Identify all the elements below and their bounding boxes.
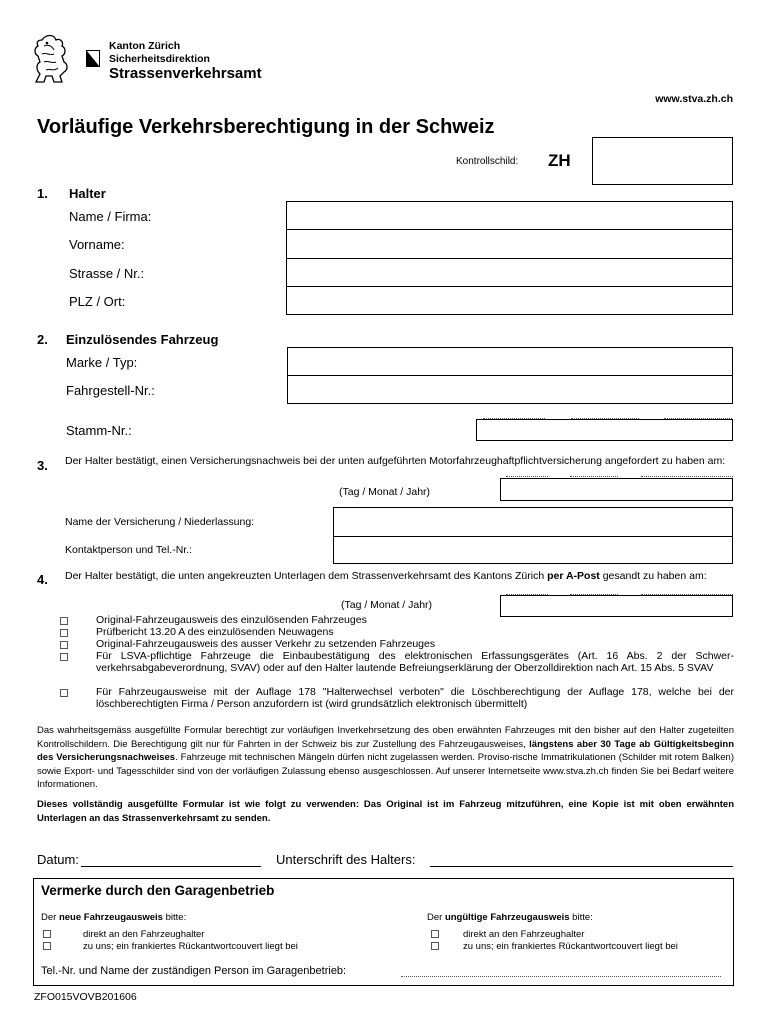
- s3-date-guide-1: [506, 476, 548, 477]
- new-permit-garage-label: zu uns; ein frankiertes Rückantwortcouvert liegt bei: [83, 941, 298, 952]
- document-item-3: Original-Fahrzeugausweis des ausser Verkehr zu setzenden Fahrzeuges: [96, 638, 436, 650]
- garage-right-question: Der ungültige Fahrzeugausweis bitte:: [427, 912, 593, 923]
- section4-date-hint: (Tag / Monat / Jahr): [341, 599, 433, 611]
- invalid-permit-direct-checkbox[interactable]: [431, 930, 439, 938]
- canton-coat-of-arms-logo: [32, 32, 72, 84]
- section3-number: 3.: [37, 458, 48, 473]
- vehicle-make-label: Marke / Typ:: [66, 355, 138, 370]
- holder-street-label: Strasse / Nr.:: [69, 266, 145, 281]
- holder-firstname-field[interactable]: [286, 229, 733, 259]
- section4-text: Der Halter bestätigt, die unten angekreuzten Unterlagen dem Strassenverkehrsamt des Kantons Zürich per A-Post gesandt zu haben am:: [65, 570, 707, 582]
- garage-contact-label: Tel.-Nr. und Name der zuständigen Person im Garagenbetrieb:: [41, 965, 347, 977]
- invalid-permit-garage-label: zu uns; ein frankiertes Rückantwortcouvert liegt bei: [463, 941, 678, 952]
- s3-date-sep-1: [506, 500, 548, 501]
- form-code: ZFO015VOVB201606: [34, 991, 137, 1003]
- section1-number: 1.: [37, 186, 48, 201]
- signature-label: Unterschrift des Halters:: [276, 852, 416, 867]
- document-checkbox-2[interactable]: [60, 629, 68, 637]
- website-link[interactable]: www.stva.zh.ch: [655, 93, 733, 105]
- document-item-2: Prüfbericht 13.20 A des einzulösenden Neuwagens: [96, 626, 334, 638]
- section1-heading: Halter: [69, 186, 106, 201]
- document-item-4: Für LSVA-pflichtige Fahrzeuge die Einbaubestätigung des elektronischen Erfassungsgerätes (Art. 16 Abs. 2 der Schwer-verkehrsabgabeverordnung, SVAV) oder auf den Halter lautende Befreiungserklärung der Oberzolldirektion nach Art. 15 Abs. 5 SVAV: [96, 650, 734, 675]
- section2-number: 2.: [37, 332, 48, 347]
- document-checkbox-5[interactable]: [60, 689, 68, 697]
- invalid-permit-direct-label: direkt an den Fahrzeughalter: [463, 929, 585, 940]
- garage-contact-line[interactable]: [401, 976, 721, 977]
- document-checkbox-1[interactable]: [60, 617, 68, 625]
- stamm-nr-field[interactable]: [476, 419, 733, 441]
- vehicle-chassis-field[interactable]: [287, 375, 733, 404]
- insurance-request-date-field[interactable]: [500, 478, 733, 501]
- holder-zip-city-label: PLZ / Ort:: [69, 294, 126, 309]
- stamm-sep-3: [664, 440, 732, 441]
- contact-label: Kontaktperson und Tel.-Nr.:: [65, 544, 193, 556]
- date-label: Datum:: [37, 852, 79, 867]
- vehicle-chassis-label: Fahrgestell-Nr.:: [66, 383, 155, 398]
- document-item-1: Original-Fahrzeugausweis des einzulösenden Fahrzeuges: [96, 614, 367, 626]
- section4-number: 4.: [37, 572, 48, 587]
- s3-date-guide-3: [641, 476, 733, 477]
- section2-heading: Einzulösendes Fahrzeug: [66, 332, 219, 347]
- vehicle-stamm-label: Stamm-Nr.:: [66, 423, 132, 438]
- stamm-sep-2: [572, 440, 640, 441]
- document-item-5: Für Fahrzeugausweise mit der Auflage 178 "Halterwechsel verboten" die Löschberechtigung der Auflage 178, welche bei der löschberechtigten Firma / Person anzufordern ist (wird grundsätzlich elektronisch übermittelt): [96, 686, 734, 711]
- holder-street-field[interactable]: [286, 258, 733, 287]
- insurer-label: Name der Versicherung / Niederlassung:: [65, 516, 255, 528]
- garage-heading: Vermerke durch den Garagenbetrieb: [41, 883, 275, 898]
- contact-field[interactable]: [333, 536, 733, 564]
- s3-date-guide-2: [570, 476, 618, 477]
- vehicle-make-field[interactable]: [287, 347, 733, 376]
- holder-firstname-label: Vorname:: [69, 237, 125, 252]
- new-permit-direct-checkbox[interactable]: [43, 930, 51, 938]
- invalid-permit-garage-checkbox[interactable]: [431, 942, 439, 950]
- section3-text: Der Halter bestätigt, einen Versicherungsnachweis bei der unten aufgeführten Motorfahrzeughaftpflichtversicherung angefordert zu haben am:: [65, 455, 726, 467]
- s3-date-sep-2: [570, 500, 618, 501]
- document-checkbox-4[interactable]: [60, 653, 68, 661]
- page-title: Vorläufige Verkehrsberechtigung in der Schweiz: [37, 116, 495, 138]
- holder-name-field[interactable]: [286, 201, 733, 230]
- notice-paragraph: Das wahrheitsgemäss ausgefüllte Formular berechtigt zur vorläufigen Inverkehrsetzung des oben erwähnten Fahrzeuges mit den bisher auf den Halter zugeteilten Kontrollschildern. Die Berechtigung gilt nur für Fahrten in der Schweiz bis zur Zustellung des Fahrzeugausweises, längstens aber 30 Tage ab Gültigkeitsbeginn des Versicherungsnachweises. Fahrzeuge mit technischen Mängeln dürfen nicht zugelassen werden. Proviso-rische Immatrikulationen (Schilder mit rotem Balken) sowie Export- und Tagesschilder sind von der vorläufigen Zulassung ebenso ausgeschlossen. Auf unserer Internetseite www.stva.zh.ch finden Sie bei Bedarf weitere Informationen.: [37, 725, 734, 791]
- signature-line[interactable]: [430, 866, 733, 867]
- garage-left-question: Der neue Fahrzeugausweis bitte:: [41, 912, 187, 923]
- date-line[interactable]: [81, 866, 261, 867]
- new-permit-direct-label: direkt an den Fahrzeughalter: [83, 929, 205, 940]
- document-checkbox-3[interactable]: [60, 641, 68, 649]
- holder-zip-city-field[interactable]: [286, 286, 733, 315]
- office-name: Strassenverkehrsamt: [109, 65, 262, 82]
- plate-number-field[interactable]: [592, 137, 733, 185]
- directorate-name: Sicherheitsdirektion: [109, 53, 210, 65]
- new-permit-garage-checkbox[interactable]: [43, 942, 51, 950]
- holder-name-label: Name / Firma:: [69, 209, 152, 224]
- zurich-shield-icon: [86, 50, 100, 67]
- stamm-sep-1: [485, 440, 547, 441]
- section3-date-hint: (Tag / Monat / Jahr): [339, 486, 431, 498]
- usage-instruction: Dieses vollständig ausgefüllte Formular ist wie folgt zu verwenden: Das Original ist im Fahrzeug mitzuführen, eine Kopie ist mit oben erwähnten Unterlagen an das Strassenverkehrsamt zu senden.: [37, 799, 734, 824]
- plate-canton-code: ZH: [548, 151, 571, 170]
- canton-name: Kanton Zürich: [109, 40, 181, 52]
- plate-label: Kontrollschild:: [456, 156, 519, 167]
- s3-date-sep-3: [641, 500, 733, 501]
- insurer-field[interactable]: [333, 507, 733, 537]
